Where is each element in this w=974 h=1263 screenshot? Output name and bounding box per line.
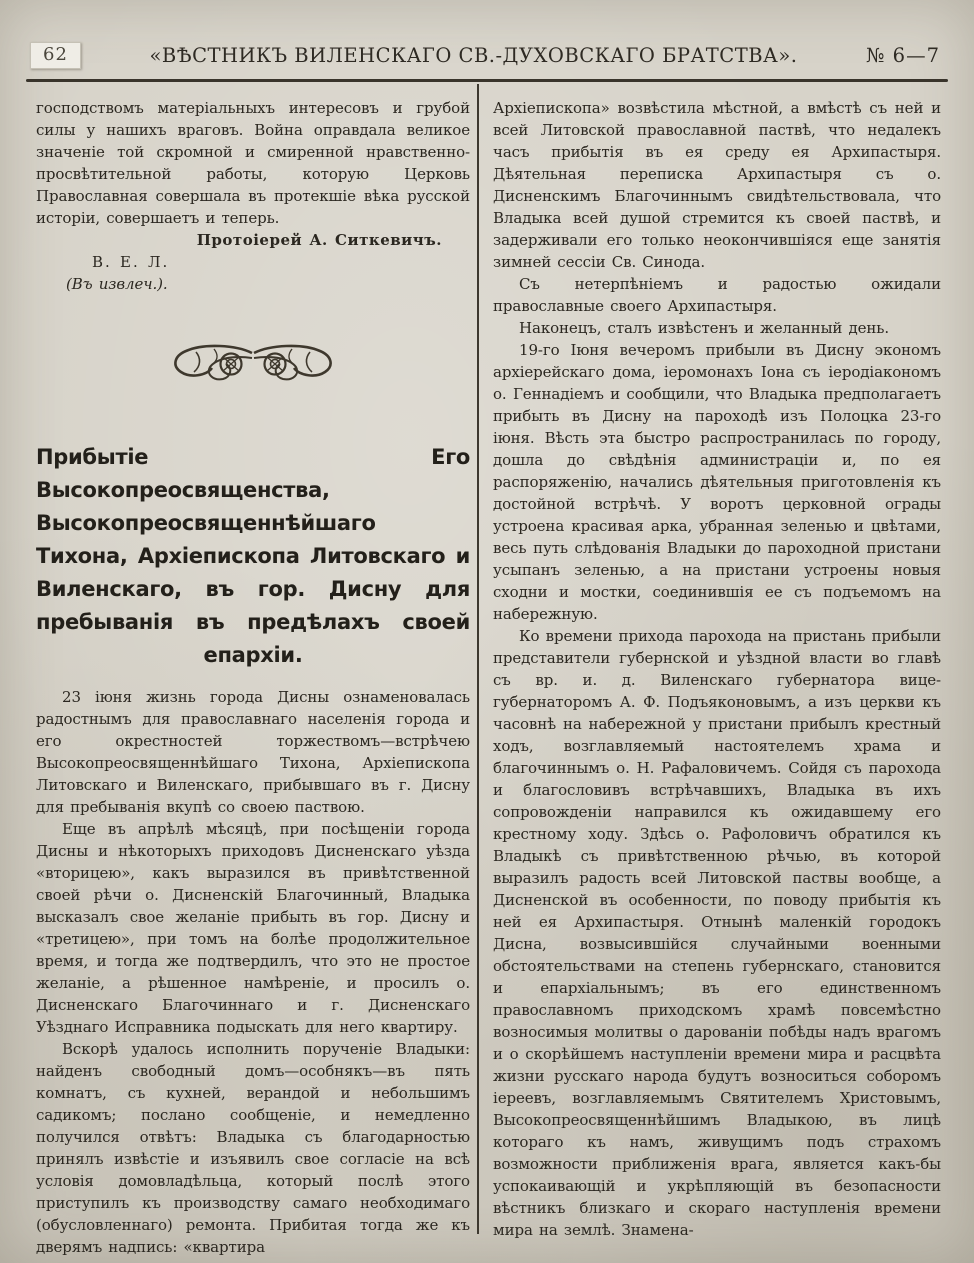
section-divider [36, 341, 470, 393]
header-rule [26, 79, 948, 82]
article-heading: Прибытіе Его Высокопреосвященства, Высокопреосвященнѣйшаго Тихона, Архіепископа Литовскаго и Виленскаго, въ гор. Дисну для пребыванія въ предѣлахъ своей епархіи. [36, 445, 470, 667]
article-end-paragraph: господствомъ матеріальныхъ интересовъ и грубой силы у нашихъ враговъ. Война оправдала великое значеніе той скромной и смиренной нравственно-просвѣтительной работы, которую Церковь Православная совершала въ протекшіе вѣка русской исторіи, совершаетъ и теперь. [36, 99, 470, 227]
paragraph: Съ нетерпѣніемъ и радостью ожидали православные своего Архипастыря. [493, 275, 941, 315]
paragraph: Архіепископа» возвѣстила мѣстной, а вмѣстѣ съ ней и всей Литовской православной паствѣ, что недалекъ часъ прибытія въ ея среду ея Архипастыря. Дѣятельная переписка Архипастыря съ о. Дисненскимъ Благочиннымъ свидѣтельствовала, что Владыка всей душой стремится къ своей паствѣ, и задерживали его только неокончившіяся еще занятія зимней сессіи Св. Синода. [493, 99, 941, 271]
author-signature: Протоіерей А. Ситкевичъ. [196, 231, 442, 249]
paragraph: 19-го Іюня вечеромъ прибыли въ Дисну экономъ архіерейскаго дома, іеромонахъ Іона съ іеродіакономъ о. Геннадіемъ и сообщили, что Владыка предполагаетъ прибыть въ Дисну на пароходѣ изъ Полоцка 23-го іюня. Вѣсть эта быстро распространилась по городу, дошла до свѣдѣнія администраціи и, по ея распоряженію, начались дѣятельныя приготовленія къ достойной встрѣчѣ. У воротъ церковной ограды устроена красивая арка, убранная зеленью и цвѣтами, весь путь слѣдованія Владыки до пароходной пристани усыпанъ зеленью, а на пристани устроены новыя сходни и мостки, соединившія ее съ подъемомъ на набережную. [493, 341, 941, 623]
extract-note: (Въ извлеч.). [66, 275, 168, 293]
paragraph: Вскорѣ удалось исполнить порученіе Владыки: найденъ свободный домъ—особнякъ—въ пять комнатъ, съ кухней, верандой и небольшимъ садикомъ; послано сообщеніе, и немедленно получился отвѣтъ: Владыка съ благодарностью принялъ извѣстіе и изъявилъ свое согласіе на всѣ условія домовладѣльца, который послѣ этого приступилъ къ производству самаго необходимаго (обусловленнаго) ремонта. Прибитая тогда же къ дверямъ надпись: «квартира [36, 1040, 470, 1257]
paragraph: 23 іюня жизнь города Дисны ознаменовалась радостнымъ для православнаго населенія города и его окрестностей торжествомъ—встрѣчею Высокопреосвященнѣйшаго Тихона, Архіепископа Литовскаго и Виленскаго, прибывшаго въ г. Дисну для пребыванія вкупѣ со своею паствою. [36, 688, 470, 817]
paragraph: Еще въ апрѣлѣ мѣсяцѣ, при посѣщеніи города Дисны и нѣкоторыхъ приходовъ Дисненскаго уѣзда «вторицею», какъ выразился въ привѣтственной своей рѣчи о. Дисненскій Благочинный, Владыка высказалъ свое желаніе прибыть въ гор. Дисну и «третицею», при томъ на болѣе продолжительное время, и тогда же подтвердилъ, что это не простое желаніе, а рѣшенное намѣреніе, и просилъ о. Дисненскаго Благочиннаго и г. Дисненскаго Уѣзднаго Исправника подыскать для него квартиру. [36, 820, 470, 1037]
author-initials: В. Е. Л. [92, 253, 170, 271]
journal-title: «ВѢСТНИКЪ ВИЛЕНСКАГО СВ.-ДУХОВСКАГО БРАТСТВА». [149, 44, 798, 67]
column-divider-rule [477, 84, 479, 1234]
issue-number: № 6—7 [866, 44, 940, 67]
right-column [493, 97, 941, 1241]
paragraph: Наконецъ, сталъ извѣстенъ и желанный день. [519, 319, 890, 337]
paragraph: Ко времени прихода парохода на пристань прибыли представители губернской и уѣздной власти во главѣ съ вр. и. д. Виленскаго губернатора вице-губернаторомъ А. Ф. Подъяконовымъ, а изъ церкви къ часовнѣ на набережной у пристани прибылъ крестный ходъ, возглавляемый настоятелемъ храма и благочиннымъ о. Н. Рафаловичемъ. Сойдя съ парохода и благословивъ встрѣчавшихъ, Владыка въ ихъ сопровожденіи направился къ ожидавшему его крестному ходу. Здѣсь о. Рафоловичъ обратился къ Владыкѣ съ привѣтственною рѣчью, въ которой выразилъ радость всей Литовской паствы вообще, а Дисненской въ особенности, по поводу прибытія къ ней ея Архипастыря. Отнынѣ маленкій городокъ Дисна, возвысившійся случайными военными обстоятельствами на степень губернскаго, становится и епархіальнымъ; въ его единственномъ православномъ приходскомъ храмѣ повсемѣстно возносимыя молитвы о дарованіи побѣды надъ врагомъ и о скорѣйшемъ наступленіи времени мира и расцвѣта жизни русскаго народа будутъ возноситься соборомъ іереевъ, возглавляемымъ Святителемъ Христовымъ, Высокопреосвященнѣйшимъ Владыкою, въ лицѣ котораго къ намъ, живущимъ подъ страхомъ возможности приближенія врага, является какъ-бы успокаивающій и укрѣпляющій въ безопасности вѣстникъ близкаго и скораго наступленія времени мира на землѣ. Знамена- [493, 627, 941, 1239]
left-column [36, 97, 470, 1258]
page-header [30, 42, 946, 69]
floral-vignette-icon [166, 341, 340, 387]
page-number: 62 [30, 42, 81, 69]
